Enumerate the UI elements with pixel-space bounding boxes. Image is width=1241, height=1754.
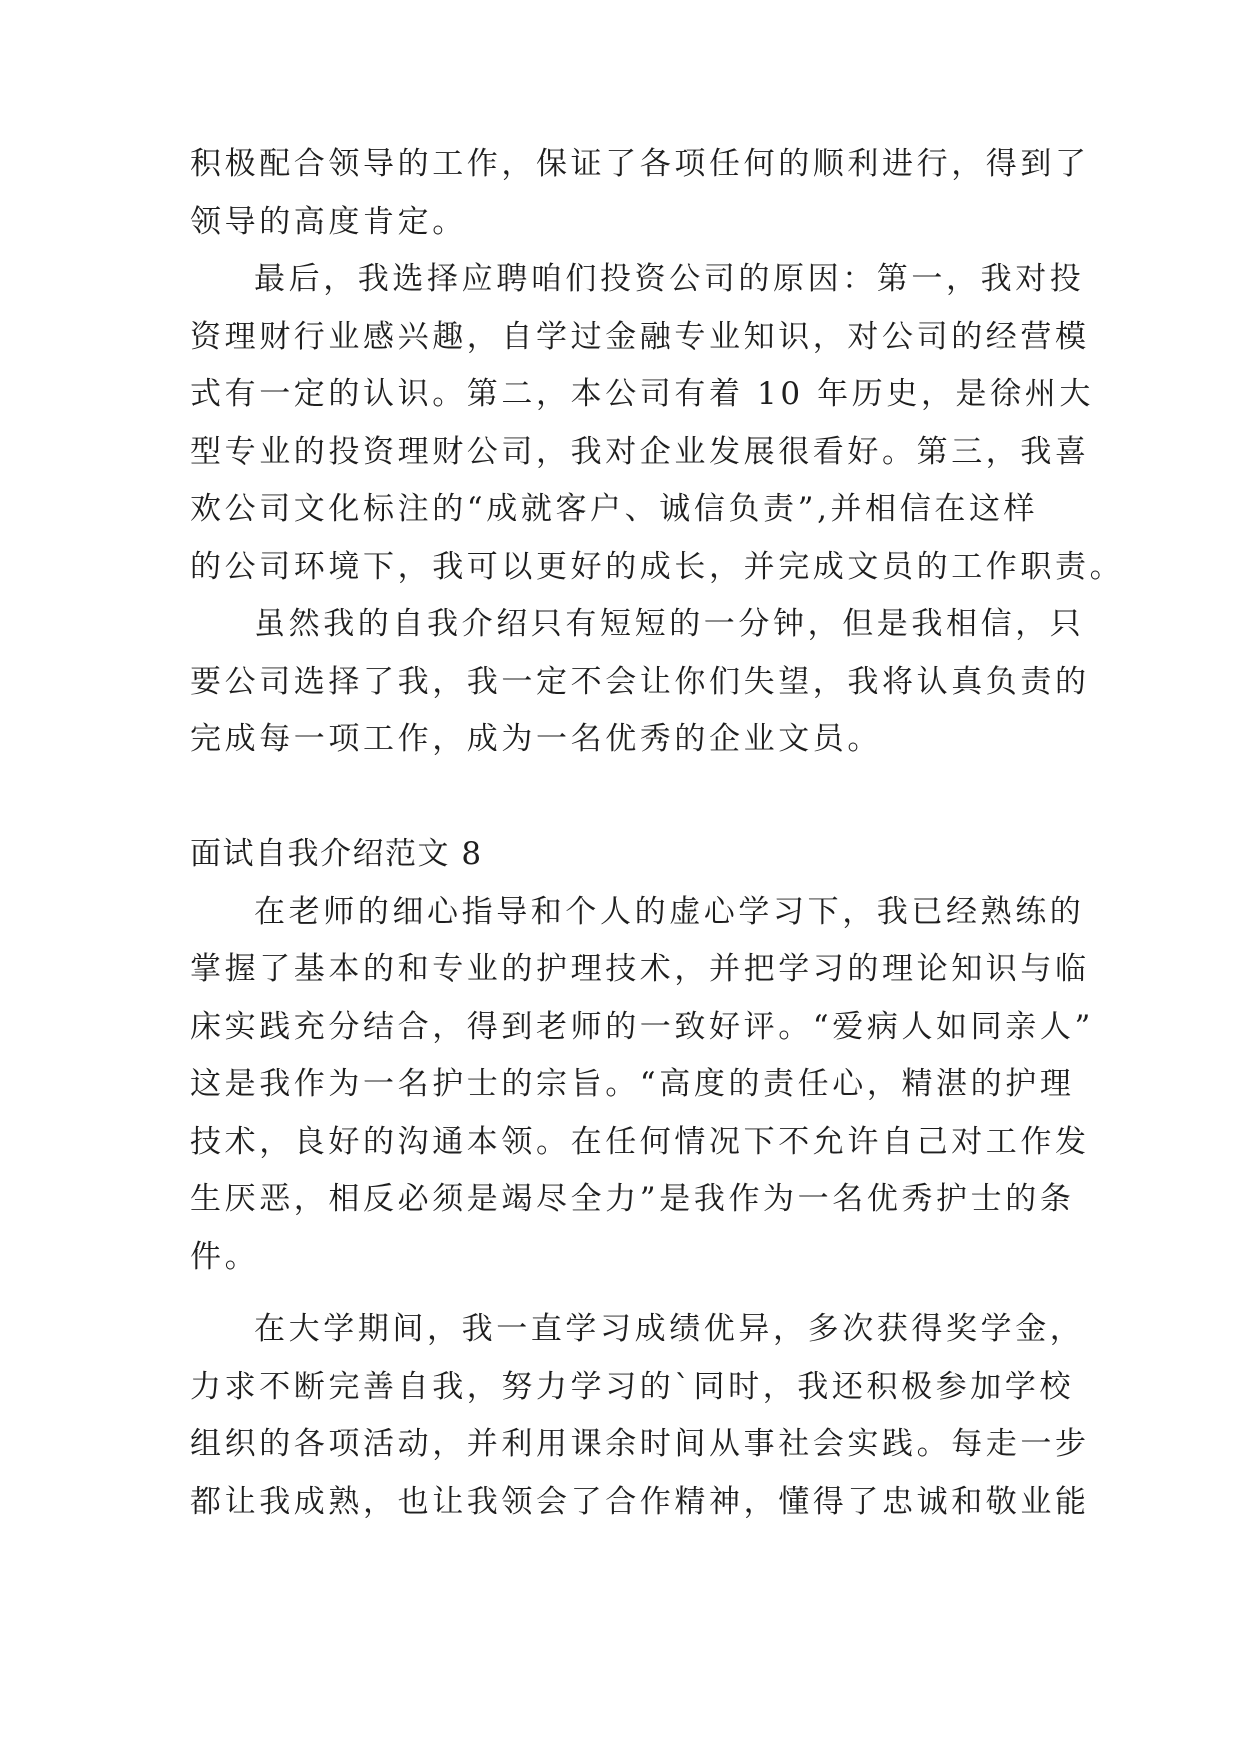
paragraph-nursing-line-6: 生厌恶，相反必须是竭尽全力”是我作为一名优秀护士的条: [190, 1181, 1075, 1217]
paragraph-university-line-1: 在大学期间，我一直学习成绩优异，多次获得奖学金，: [254, 1311, 1085, 1347]
paragraph-reasons-line-6: 的公司环境下，我可以更好的成长，并完成文员的工作职责。: [190, 549, 1125, 585]
paragraph-reasons-line-5: 欢公司文化标注的“成就客户、诚信负责”,并相信在这样: [190, 491, 1039, 527]
paragraph-continuation-line-2: 领导的高度肯定。: [190, 204, 467, 240]
paragraph-university-line-3: 组织的各项活动，并利用课余时间从事社会实践。每走一步: [190, 1426, 1090, 1462]
paragraph-continuation-line-1: 积极配合领导的工作，保证了各项任何的顺利进行，得到了: [190, 146, 1090, 182]
paragraph-closing-line-3: 完成每一项工作，成为一名优秀的企业文员。: [190, 721, 882, 757]
paragraph-nursing-line-3: 床实践充分结合，得到老师的一致好评。“爱病人如同亲人”: [190, 1009, 1094, 1045]
paragraph-reasons-line-3: 式有一定的认识。第二，本公司有着 10 年历史，是徐州大: [190, 376, 1094, 412]
paragraph-reasons-line-2: 资理财行业感兴趣，自学过金融专业知识，对公司的经营模: [190, 319, 1090, 355]
paragraph-reasons-line-4: 型专业的投资理财公司，我对企业发展很看好。第三，我喜: [190, 434, 1090, 470]
paragraph-university-line-4: 都让我成熟，也让我领会了合作精神，懂得了忠诚和敬业能: [190, 1484, 1090, 1520]
section-heading: 面试自我介绍范文 8: [190, 836, 483, 872]
paragraph-nursing-line-1: 在老师的细心指导和个人的虚心学习下，我已经熟练的: [254, 894, 1085, 930]
paragraph-reasons-line-1: 最后，我选择应聘咱们投资公司的原因：第一，我对投: [254, 261, 1085, 297]
paragraph-nursing-line-5: 技术，良好的沟通本领。在任何情况下不允许自己对工作发: [190, 1124, 1090, 1160]
paragraph-university-line-2: 力求不断完善自我，努力学习的`同时，我还积极参加学校: [190, 1369, 1075, 1405]
paragraph-closing-line-2: 要公司选择了我，我一定不会让你们失望，我将认真负责的: [190, 664, 1090, 700]
paragraph-nursing-line-2: 掌握了基本的和专业的护理技术，并把学习的理论知识与临: [190, 951, 1090, 987]
paragraph-closing-line-1: 虽然我的自我介绍只有短短的一分钟，但是我相信，只: [254, 606, 1085, 642]
paragraph-nursing-line-4: 这是我作为一名护士的宗旨。“高度的责任心，精湛的护理: [190, 1066, 1075, 1102]
paragraph-nursing-line-7: 件。: [190, 1239, 260, 1275]
